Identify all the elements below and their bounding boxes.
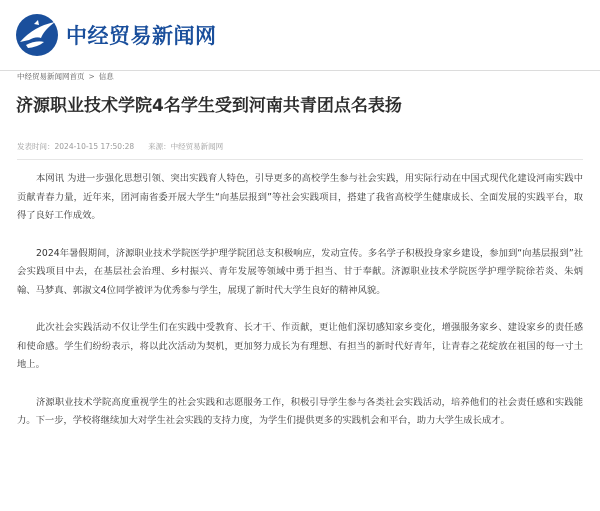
site-header (0, 0, 600, 70)
publish-time: 发表时间：2024-10-15 17:50:28 (17, 142, 135, 151)
article-source: 来源：中经贸易新闻网 (148, 142, 224, 151)
site-logo[interactable] (14, 12, 217, 58)
article-paragraph: 此次社会实践活动不仅让学生们在实践中受教育、长才干、作贡献，更让他们深切感知家乡变化，增强服务家乡、建设家乡的责任感和使命感。学生们纷纷表示，将以此次活动为契机，更加努力成长为有理想、有担当的新时代好青年，让青春之花绽放在祖国的每一寸土地上。 (17, 322, 583, 370)
article-paragraph: 2024年暑假期间，济源职业技术学院医学护理学院团总支积极响应，发动宣传。多名学子积极投身家乡建设，参加到“向基层报到”社会实践项目中去，在基层社会治理、乡村振兴、青年发展等领域中勇于担当、甘于奉献。济源职业技术学院医学护理学院徐若炎、朱炳翰、马梦真、郭淑文4位同学被评为优秀参与学生，展现了新时代大学生良好的精神风貌。 (17, 247, 583, 296)
breadcrumb (17, 71, 114, 83)
meta-divider (17, 159, 583, 160)
breadcrumb-home-link[interactable]: 中经贸易新闻网首页 (17, 72, 85, 81)
breadcrumb-separator: > (88, 72, 95, 81)
logo-text: 中经贸易新闻网 (66, 24, 217, 48)
bird-globe-logo-icon (14, 12, 60, 58)
article-paragraph: 本网讯 为进一步强化思想引领、突出实践育人特色，引导更多的高校学生参与社会实践，用实际行动在中国式现代化建设河南实践中贡献青春力量，近年来，团河南省委开展大学生“向基层报到”等社会实践项目，搭建了我省高校学生健康成长、全面发展的实践平台，取得了良好工作成效。 (17, 173, 583, 221)
article-body (17, 170, 583, 450)
article-paragraph: 济源职业技术学院高度重视学生的社会实践和志愿服务工作，积极引导学生参与各类社会实践活动，培养他们的社会责任感和实践能力。下一步，学校将继续加大对学生社会实践的支持力度，为学生们提供更多的实践机会和平台，助力大学生成长成才。 (17, 396, 583, 426)
breadcrumb-current-link[interactable]: 信息 (98, 72, 114, 81)
article-meta (17, 141, 223, 153)
article-title: 济源职业技术学院4名学生受到河南共青团点名表扬 (16, 96, 402, 116)
